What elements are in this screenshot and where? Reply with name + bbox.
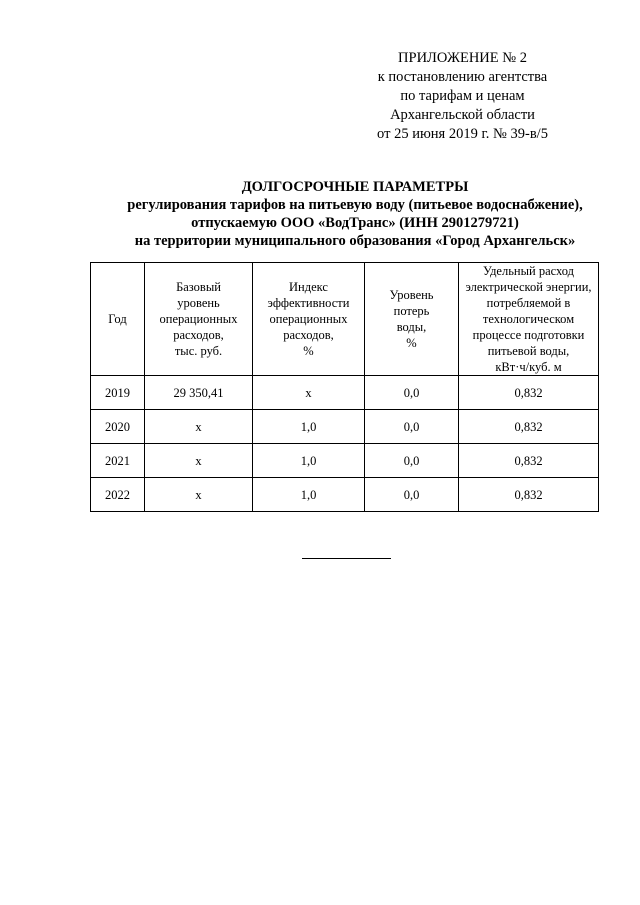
cell-efficiency-index: 1,0	[253, 478, 365, 512]
cell-water-loss: 0,0	[365, 444, 459, 478]
cell-energy-consumption: 0,832	[459, 478, 599, 512]
cell-year: 2020	[91, 410, 145, 444]
table-row	[91, 376, 599, 410]
header-text-line: воды,	[396, 320, 427, 334]
header-text-line: питьевой воды,	[487, 344, 570, 358]
header-text-line: Удельный расход	[482, 264, 575, 278]
appendix-line: по тарифам и ценам	[400, 88, 525, 104]
header-base-costs	[145, 263, 253, 376]
cell-energy-consumption: 0,832	[459, 376, 599, 410]
header-text-line: электрической энергии,	[465, 280, 592, 294]
document-heading	[100, 178, 610, 250]
cell-efficiency-index: x	[253, 376, 365, 410]
cell-energy-consumption: 0,832	[459, 444, 599, 478]
table-row	[91, 478, 599, 512]
header-text-line: уровень	[177, 296, 220, 310]
cell-base-costs: x	[145, 478, 253, 512]
header-text-line: потребляемой в	[486, 296, 571, 310]
header-text-line: %	[303, 344, 314, 358]
cell-water-loss: 0,0	[365, 410, 459, 444]
table-row	[91, 410, 599, 444]
heading-line: на территории муниципального образования «Город Архангельск»	[134, 233, 576, 249]
header-efficiency-index	[253, 263, 365, 376]
cell-year: 2022	[91, 478, 145, 512]
cell-energy-consumption: 0,832	[459, 410, 599, 444]
cell-water-loss: 0,0	[365, 376, 459, 410]
appendix-line: Архангельской области	[390, 107, 535, 123]
appendix-date: от 25 июня 2019 г. № 39-в/5	[377, 126, 548, 142]
cell-water-loss: 0,0	[365, 478, 459, 512]
table-row	[91, 444, 599, 478]
header-text-line: Год	[108, 312, 127, 326]
header-energy-consumption	[459, 263, 599, 376]
cell-efficiency-index: 1,0	[253, 444, 365, 478]
header-year	[91, 263, 145, 376]
heading-line: регулирования тарифов на питьевую воду (питьевое водоснабжение),	[127, 197, 583, 213]
header-text-line: расходов,	[283, 328, 334, 342]
cell-base-costs: x	[145, 410, 253, 444]
cell-base-costs: x	[145, 444, 253, 478]
appendix-line: к постановлению агентства	[377, 69, 548, 85]
header-text-line: расходов,	[173, 328, 224, 342]
header-water-loss	[365, 263, 459, 376]
header-text-line: Базовый	[176, 280, 221, 294]
heading-title: ДОЛГОСРОЧНЫЕ ПАРАМЕТРЫ	[241, 179, 469, 195]
header-text-line: Индекс	[289, 280, 328, 294]
header-text-line: %	[406, 336, 417, 350]
header-text-line: операционных	[159, 312, 238, 326]
table-header-row	[91, 263, 599, 376]
header-text-line: потерь	[393, 304, 430, 318]
header-text-line: технологическом	[482, 312, 575, 326]
appendix-title: ПРИЛОЖЕНИЕ № 2	[398, 50, 527, 66]
header-text-line: операционных	[269, 312, 348, 326]
header-text-line: Уровень	[389, 288, 434, 302]
header-text-line: тыс. руб.	[174, 344, 223, 358]
cell-efficiency-index: 1,0	[253, 410, 365, 444]
heading-line: отпускаемую ООО «ВодТранс» (ИНН 2901279721)	[191, 215, 519, 231]
cell-year: 2021	[91, 444, 145, 478]
parameters-table	[90, 262, 599, 512]
cell-year: 2019	[91, 376, 145, 410]
cell-base-costs: 29 350,41	[145, 376, 253, 410]
header-text-line: кВт·ч/куб. м	[495, 360, 562, 374]
header-text-line: эффективности	[267, 296, 350, 310]
header-text-line: процессе подготовки	[472, 328, 585, 342]
appendix-block	[360, 49, 565, 144]
closing-divider	[302, 558, 391, 559]
